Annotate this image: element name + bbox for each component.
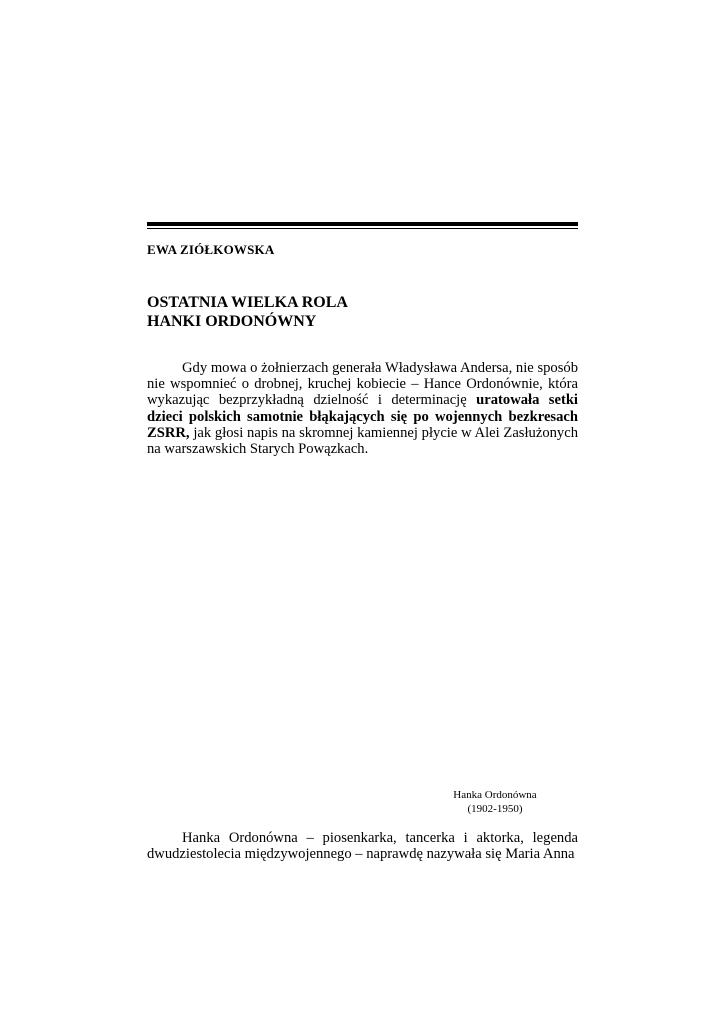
intro-text-2: jak głosi napis na skromnej kamiennej płycie w Alei Zasłużonych na warszawskich Starych Powązkach.: [147, 424, 578, 458]
article-title: [147, 293, 348, 331]
caption-name: Hanka Ordonówna: [453, 789, 537, 801]
body-text: Hanka Ordonówna – piosenkarka, tancerka i aktorka, legenda dwudziestolecia międzywojennego – naprawdę nazywała się Maria Anna: [147, 830, 578, 863]
intro-text-1: Gdy mowa o żołnierzach generała Władysława Andersa, nie sposób nie wspomnieć o drobnej, kruchej kobiecie – Hance Ordonównie, która wykazując bezprzykładną dzielność i determinację: [147, 360, 578, 409]
photo-caption: [440, 788, 550, 816]
rule-thin: [147, 228, 578, 229]
title-line-1: OSTATNIA WIELKA ROLA: [147, 294, 348, 311]
caption-years: (1902-1950): [467, 803, 523, 815]
author-name: EWA ZIÓŁKOWSKA: [147, 242, 275, 257]
title-line-2: HANKI ORDONÓWNY: [147, 313, 317, 330]
intro-paragraph: [147, 360, 578, 457]
intro-bold-text: uratowała setki dzieci polskich samotnie błąkających się po wojennych bezkresach ZSRR,: [147, 392, 578, 441]
body-paragraph: [147, 830, 578, 862]
rule-thick: [147, 222, 578, 226]
header-double-rule: [147, 222, 578, 229]
